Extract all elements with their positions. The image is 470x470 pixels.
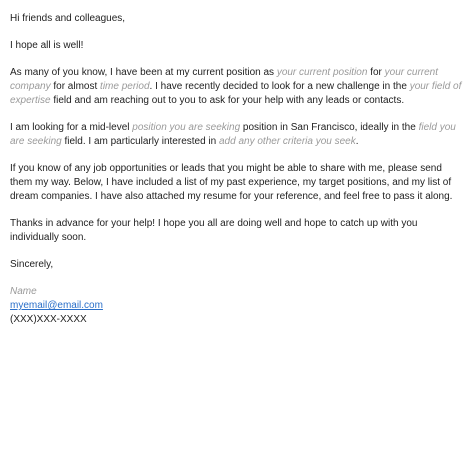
text-segment: I am looking for a mid-level xyxy=(10,122,133,133)
email-body xyxy=(10,12,462,327)
placeholder-field-seeking: field you are seeking xyxy=(10,122,456,147)
text-segment: for almost xyxy=(50,81,101,92)
text-segment: position in San Francisco, ideally in the xyxy=(240,122,419,133)
paragraph-thanks: Thanks in advance for your help! I hope you all are doing well and hope to catch up with you individually soon. xyxy=(10,218,418,243)
paragraph-seeking-position xyxy=(10,121,462,149)
greeting: Hi friends and colleagues, xyxy=(10,13,126,24)
signature-name: Name xyxy=(10,286,37,297)
paragraph-job-leads: If you know of any job opportunities or leads that you might be able to share with me, please send them my way. Below, I have included a list of my past experience, my target positions, and my list of dream companies. I have also attached my resume for your reference, and feel free to pass it along. xyxy=(10,163,453,202)
text-segment: field. I am particularly interested in xyxy=(61,136,219,147)
signature-block xyxy=(10,285,462,327)
placeholder-current-company: your current company xyxy=(10,67,439,92)
placeholder-current-position: your current position xyxy=(276,67,368,78)
placeholder-other-criteria: add any other criteria you seek xyxy=(219,136,356,147)
text-segment: field and am reaching out to you to ask for your help with any leads or contacts. xyxy=(50,95,405,106)
signature-email-link[interactable]: myemail@email.com xyxy=(10,300,103,311)
placeholder-field-of-expertise: your field of expertise xyxy=(10,81,462,106)
signature-phone: (XXX)XXX-XXXX xyxy=(10,314,87,325)
text-segment: . xyxy=(355,136,359,147)
closing: Sincerely, xyxy=(10,259,54,270)
signature-email-line xyxy=(10,299,462,313)
placeholder-time-period: time period xyxy=(100,81,150,92)
text-segment: for xyxy=(367,67,385,78)
placeholder-position-seeking: position you are seeking xyxy=(132,122,241,133)
paragraph-current-position xyxy=(10,66,462,108)
paragraph-greeting-wish: I hope all is well! xyxy=(10,40,84,51)
text-segment: . I have recently decided to look for a new challenge in the xyxy=(149,81,410,92)
text-segment: As many of you know, I have been at my current position as xyxy=(10,67,277,78)
